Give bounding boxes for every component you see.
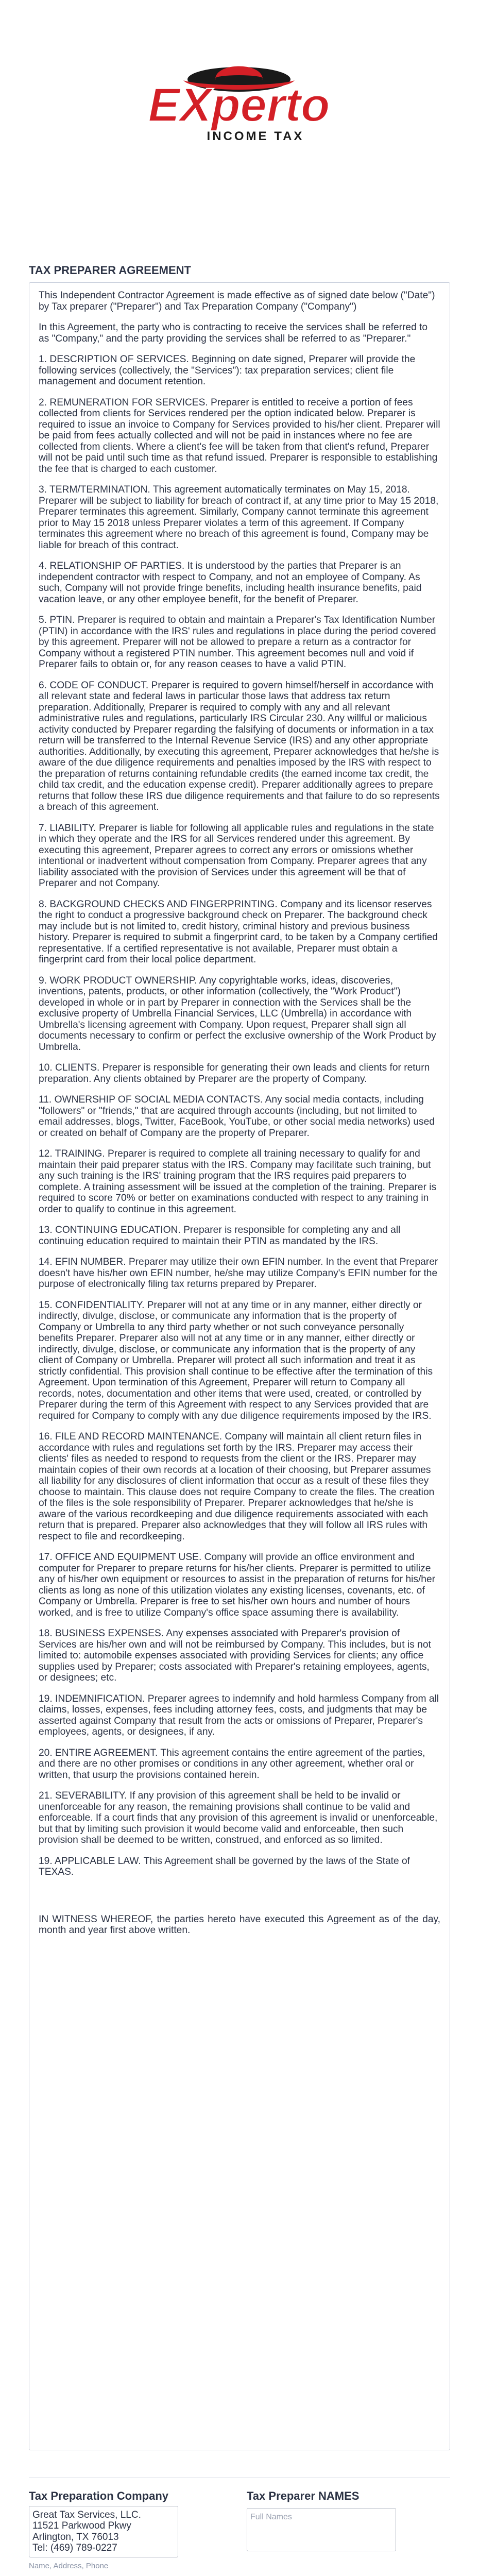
company-textarea[interactable]: Great Tax Services, LLC. 11521 Parkwood Pkwy Arlington, TX 76013 Tel: (469) 789-0227	[29, 2506, 178, 2557]
agreement-paragraph: 11. OWNERSHIP OF SOCIAL MEDIA CONTACTS. Any social media contacts, including "followers" or "friends," that are acquired through accounts (including, but not limited to email addresses, blogs, Twitter, FaceBook, YouTube, or other social media networks) used or created on behalf of Company are the property of Preparer.	[39, 1094, 435, 1139]
form-heading: TAX PREPARER AGREEMENT	[29, 264, 191, 277]
agreement-paragraph: 19. INDEMNIFICATION. Preparer agrees to indemnify and hold harmless Company from all claims, losses, expenses, fees including attorney fees, costs, and judgments that may be asserted against Company that result from the acts or omissions of Preparer, Preparer's employees, agents, or designees, if any.	[39, 1693, 439, 1737]
logo-sub-text: INCOME TAX	[207, 129, 304, 143]
company-sublabel: Name, Address, Phone	[29, 2562, 109, 2570]
agreement-paragraph: 3. TERM/TERMINATION. This agreement automatically terminates on May 15, 2018. Preparer will be subject to liability for breach of contract if, at any time prior to May 15 2018, Preparer terminates this agreement. Similarly, Company cannot terminate this agreement prior to May 15 2018 unless Preparer violates a term of this agreement. If Company terminates this agreement where no breach of this agreement is found, Company may be liable for breach of this contract.	[39, 484, 439, 551]
agreement-paragraph: 2. REMUNERATION FOR SERVICES. Preparer is entitled to receive a portion of fees collected from clients for Services rendered per the option indicated below. Preparer is required to issue an invoice to Company for Services provided to his/her client. Preparer will be paid from fees actually collected and will not be paid in instances where no fee are collected from clients. Where a client's fee will be taken from that client's refund, Preparer will not be paid until such time as that refund issued. Preparer is responsible to establishing the fee that is charged to each customer.	[39, 397, 440, 474]
agreement-paragraph: 10. CLIENTS. Preparer is responsible for generating their own leads and clients for return preparation. Any clients obtained by Preparer are the property of Company.	[39, 1062, 430, 1084]
agreement-paragraph: 21. SEVERABILITY. If any provision of this agreement shall be held to be invalid or unenforceable for any reason, the remaining provisions shall continue to be valid and enforceable. If a court finds that any provision of this agreement is invalid or unenforceable, but that by limiting such provision it would become valid and enforceable, then such provision shall be deemed to be written, construed, and enforced as so limited.	[39, 1790, 438, 1845]
agreement-paragraph: 1. DESCRIPTION OF SERVICES. Beginning on date signed, Preparer will provide the following services (collectively, the "Services"): tax preparation services; client file management and document retention.	[39, 354, 416, 387]
company-label: Tax Preparation Company	[29, 2489, 168, 2502]
agreement-paragraph: 9. WORK PRODUCT OWNERSHIP. Any copyrightable works, ideas, discoveries, inventions, patents, products, or other information (collectively, the "Work Product") developed in whole or in part by Preparer in connection with the Services shall be the exclusive property of Umbrella Financial Services, LLC (Umbrella) in accordance with Umbrella's licensing agreement with Company. Upon request, Preparer shall sign all documents necessary to confirm or perfect the exclusive ownership of the Work Product by Umbrella.	[39, 975, 436, 1053]
agreement-paragraph: 15. CONFIDENTIALITY. Preparer will not at any time or in any manner, either directly or indirectly, divulge, disclose, or communicate any information that is the property of Company or Umbrella to any third party whether or not such conveyance personally benefits Preparer. Preparer also will not at any time or in any manner, either directly or indirectly, divulge, disclose, or communicate any information that is the property of any client of Company or Umbrella. Preparer will protect all such information and treat it as strictly confidential. This provision shall continue to be effective after the termination of this Agreement. Upon termination of this Agreement, Preparer will return to Company all records, notes, documentation and other items that were used, created, or controlled by Preparer during the term of this Agreement with respect to any Services provided that are required for Company to comply with any due diligence requirements imposed by the IRS.	[39, 1299, 433, 1421]
divider	[29, 2477, 450, 2478]
agreement-paragraph: This Independent Contractor Agreement is made effective as of signed date below ("Date") by Tax preparer ("Preparer") and Tax Preparation Company ("Company")	[39, 290, 435, 312]
agreement-paragraph: 20. ENTIRE AGREEMENT. This agreement contains the entire agreement of the parties, and there are no other promises or conditions in any other agreement, whether oral or written, that usurp the provisions contained herein.	[39, 1747, 425, 1781]
agreement-paragraph: 7. LIABILITY. Preparer is liable for following all applicable rules and regulations in the state in which they operate and the IRS for all Services rendered under this agreement. By executing this agreement, Preparer agrees to correct any errors or omissions whether intentional or inadvertent without compensation from Company. Preparer agrees that any liability associated with the provision of Services under this agreement will be that of Preparer and not Company.	[39, 822, 434, 889]
agreement-paragraph: 14. EFIN NUMBER. Preparer may utilize their own EFIN number. In the event that Preparer doesn't have his/her own EFIN number, he/she may utilize Company's EFIN number for the purpose of electronically filing tax returns prepared by Preparer.	[39, 1257, 438, 1290]
names-textarea[interactable]: Full Names	[247, 2508, 396, 2551]
witness-paragraph: IN WITNESS WHEREOF, the parties hereto have executed this Agreement as of the day, month and year first above written.	[39, 1913, 440, 1936]
agreement-paragraph: In this Agreement, the party who is contracting to receive the services shall be referred to as "Company," and the party providing the services shall be referred to as "Preparer."	[39, 322, 428, 344]
logo-main-text: EXperto	[148, 79, 330, 131]
agreement-paragraph: 5. PTIN. Preparer is required to obtain and maintain a Preparer's Tax Identification Number (PTIN) in accordance with the IRS' rules and regulations in place during the period covered by this agreement. Preparer will not be allowed to prepare a return as a contractor for Company without a registered PTIN number. This agreement becomes null and void if Preparer fails to obtain or, for any reason ceases to have a valid PTIN.	[39, 615, 436, 670]
agreement-paragraph: 8. BACKGROUND CHECKS AND FINGERPRINTING. Company and its licensor reserves the right to conduct a progressive background check on Preparer. The background check may include but is not limited to, credit history, criminal history and previous business history. Preparer is required to submit a fingerprint card, to be taken by a Company certified representative. If a certified representative is not available, Preparer must obtain a fingerprint card from their local police department.	[39, 899, 438, 965]
agreement-paragraph: 6. CODE OF CONDUCT. Preparer is required to govern himself/herself in accordance with all relevant state and federal laws in particular those laws that address tax return preparation. Additionally, Preparer is required to comply with any and all relevant administrative rules and regulations, particularly IRS Circular 230. Any willful or malicious activity conducted by Preparer regarding the falsifying of documents or information in a tax return will be transferred to the Internal Revenue Service (IRS) and any other appropriate authorities. Additionally, by executing this agreement, Preparer acknowledges that he/she is aware of the due diligence requirements and penalties imposed by the IRS with respect to the preparation of returns containing refundable credits (the earned income tax credit, the child tax credit, and the education expense credit). Preparer additionally agrees to prepare returns that follow these IRS due diligence requirements and that failure to do so represents a breach of this agreement.	[39, 680, 440, 812]
agreement-paragraph: 4. RELATIONSHIP OF PARTIES. It is understood by the parties that Preparer is an independent contractor with respect to Company, and not an employee of Company. As such, Company will not provide fringe benefits, including health insurance benefits, paid vacation leave, or any other employee benefit, for the benefit of Preparer.	[39, 561, 422, 605]
experto-logo	[29, 57, 450, 144]
agreement-text-area[interactable]	[29, 282, 450, 2450]
agreement-paragraph: 13. CONTINUING EDUCATION. Preparer is responsible for completing any and all continuing education required to maintain their PTIN as mandated by the IRS.	[39, 1225, 401, 1247]
agreement-paragraph: 17. OFFICE AND EQUIPMENT USE. Company will provide an office environment and computer for Preparer to prepare returns for his/her clients. Preparer is permitted to utilize any of his/her own equipment or resources to assist in the preparation of returns for his/her clients as long as none of this utilization violates any existing licenses, covenants, etc. of Company or Umbrella. Preparer is free to set his/her own hours and number of hours worked, and is free to utilize Company's office space assuming there is availability.	[39, 1552, 436, 1618]
agreement-paragraph: 19. APPLICABLE LAW. This Agreement shall be governed by the laws of the State of TEXAS.	[39, 1855, 410, 1877]
agreement-paragraph: 18. BUSINESS EXPENSES. Any expenses associated with Preparer's provision of Services are his/her own and will not be reimbursed by Company. This includes, but is not limited to: automobile expenses associated with providing Services for clients; any office supplies used by Preparer; costs associated with Preparer's retaining employees, agents, or designees; etc.	[39, 1628, 431, 1683]
agreement-paragraph: 12. TRAINING. Preparer is required to complete all training necessary to qualify for and maintain their paid preparer status with the IRS. Company may facilitate such training, but any such training is the IRS' training program that the IRS requires paid preparers to complete. A training assessment will be issued at the completion of the training. Preparer is required to score 70% or better on examinations conducted with respect to any training in order to qualify to continue in this agreement.	[39, 1148, 437, 1215]
names-label: Tax Preparer NAMES	[247, 2489, 360, 2502]
agreement-paragraph: 16. FILE AND RECORD MAINTENANCE. Company will maintain all client return files in accordance with rules and regulations set forth by the IRS. Preparer may access their clients' files as needed to respond to requests from the client or the IRS. Preparer may maintain copies of their own records at a location of their choosing, but Preparer assumes all liability for any disclosures of client information that occur as a result of these files they choose to maintain. This clause does not require Company to create the files. The creation of the files is the sole responsibility of Preparer. Preparer acknowledges that he/she is aware of the various recordkeeping and due diligence requirements associated with each return that is prepared. Preparer also acknowledges that they will follow all IRS rules with respect to file and recordkeeping.	[39, 1431, 435, 1542]
